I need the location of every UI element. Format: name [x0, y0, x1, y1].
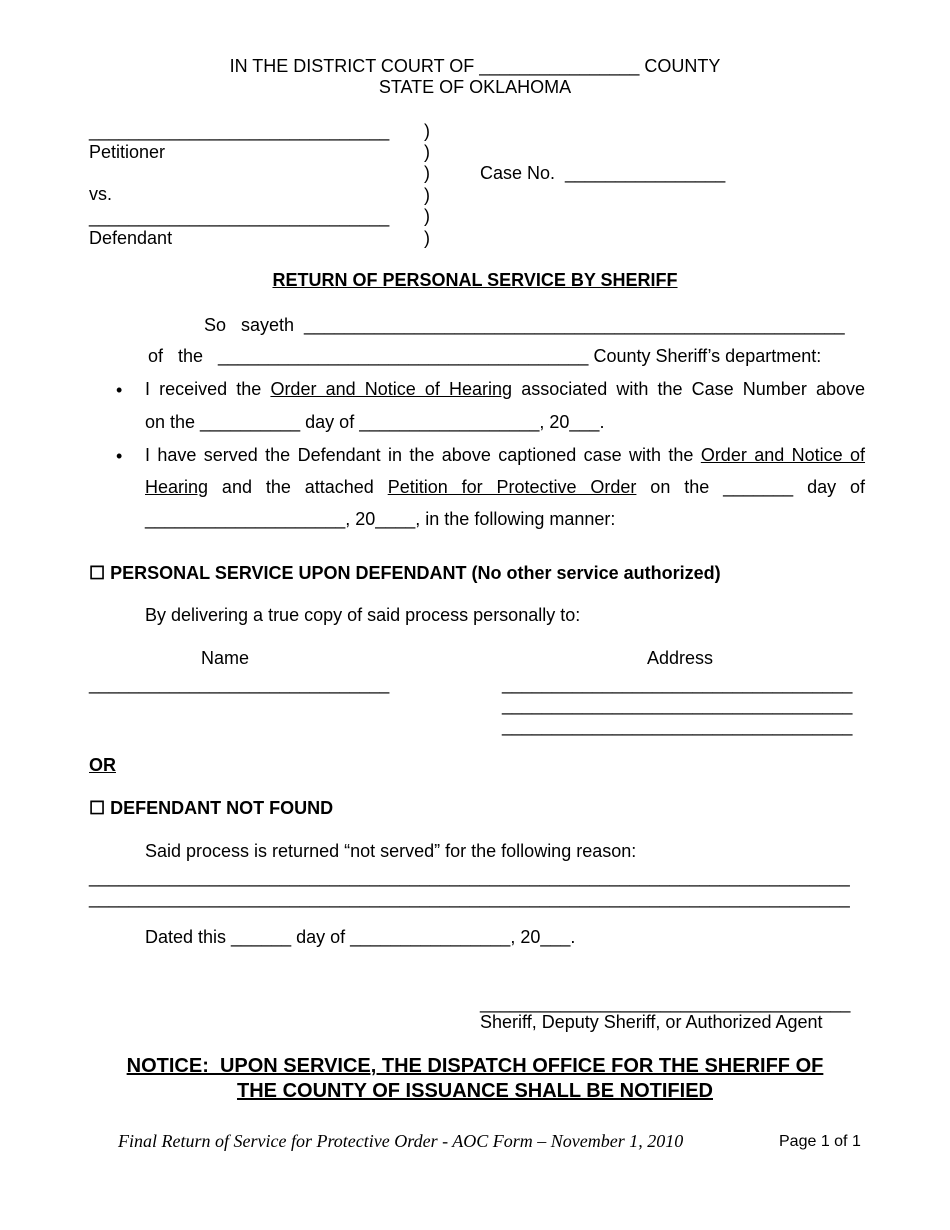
- reason-line: ____________________________________________________________________________: [89, 867, 850, 887]
- caption-paren: ): [424, 163, 430, 183]
- or-label: OR: [89, 755, 116, 775]
- served-date-line: ____________________, 20____, in the following manner:: [145, 509, 616, 529]
- signature-line: _____________________________________: [480, 993, 851, 1013]
- personal-service-title: PERSONAL SERVICE UPON DEFENDANT (No other service authorized): [110, 563, 721, 583]
- hearing-ref: Hearing: [145, 477, 209, 497]
- caption-paren: ): [424, 121, 430, 141]
- signature-label: Sheriff, Deputy Sheriff, or Authorized Agent: [480, 1012, 823, 1032]
- order-notice-ref: Order and Notice of: [700, 445, 866, 465]
- not-served-reason-text: Said process is returned “not served” for the following reason:: [145, 841, 637, 861]
- name-label: Name: [201, 648, 250, 668]
- state-header: STATE OF OKLAHOMA: [378, 77, 572, 97]
- served-pre: I have served the Defendant in the above captioned case with the: [145, 445, 701, 465]
- bullet-icon: •: [116, 446, 123, 466]
- form-name-footer: Final Return of Service for Protective Order - AOC Form – November 1, 2010: [118, 1131, 684, 1151]
- received-pre: I received the: [145, 379, 271, 399]
- notice-line-1: NOTICE: UPON SERVICE, THE DISPATCH OFFICE FOR THE SHERIFF OF: [126, 1055, 824, 1077]
- vs-label: vs.: [89, 184, 113, 204]
- page-number: Page 1 of 1: [779, 1133, 861, 1150]
- address-line: ___________________________________: [502, 674, 853, 694]
- case-number: Case No. ________________: [480, 163, 726, 183]
- caption-paren: ): [424, 206, 430, 226]
- checkbox-icon[interactable]: ☐: [89, 563, 106, 583]
- defendant-label: Defendant: [89, 228, 173, 248]
- not-found-title: DEFENDANT NOT FOUND: [110, 798, 334, 818]
- name-line: ______________________________: [89, 674, 390, 694]
- served-statement-line1: [145, 445, 865, 466]
- court-header: IN THE DISTRICT COURT OF ________________ COUNTY: [229, 56, 721, 76]
- received-post: associated with the Case Number above: [512, 379, 865, 399]
- received-statement: [145, 379, 865, 400]
- not-found-heading: [89, 798, 333, 819]
- petitioner-label: Petitioner: [89, 142, 166, 162]
- served-statement-line2: [145, 477, 865, 498]
- address-label: Address: [647, 648, 714, 668]
- received-date-line: on the __________ day of __________________, 20___.: [145, 412, 605, 432]
- notice-line-2: THE COUNTY OF ISSUANCE SHALL BE NOTIFIED: [237, 1080, 713, 1102]
- caption-paren: ): [424, 185, 430, 205]
- checkbox-icon[interactable]: ☐: [89, 798, 106, 818]
- bullet-icon: •: [116, 380, 123, 400]
- document-title: RETURN OF PERSONAL SERVICE BY SHERIFF: [272, 270, 678, 290]
- petition-ref: Petition for Protective Order: [387, 477, 637, 497]
- defendant-line: ______________________________: [89, 207, 390, 227]
- caption-paren: ): [424, 228, 430, 248]
- served-mid: and the attached: [208, 477, 388, 497]
- address-line: ___________________________________: [502, 716, 853, 736]
- caption-paren: ): [424, 142, 430, 162]
- of-the-line: of the _____________________________________ County Sheriff’s department:: [148, 346, 822, 366]
- address-line: ___________________________________: [502, 695, 853, 715]
- petitioner-line: ______________________________: [89, 121, 390, 141]
- order-notice-ref: Order and Notice of Hearing: [270, 379, 513, 399]
- delivery-instruction: By delivering a true copy of said process personally to:: [145, 605, 581, 625]
- reason-line: ____________________________________________________________________________: [89, 888, 850, 908]
- so-sayeth-line: So sayeth ______________________________________________________: [204, 315, 845, 335]
- personal-service-heading: [89, 563, 721, 584]
- served-post: on the _______ day of: [636, 477, 865, 497]
- dated-line: Dated this ______ day of ________________, 20___.: [145, 927, 576, 947]
